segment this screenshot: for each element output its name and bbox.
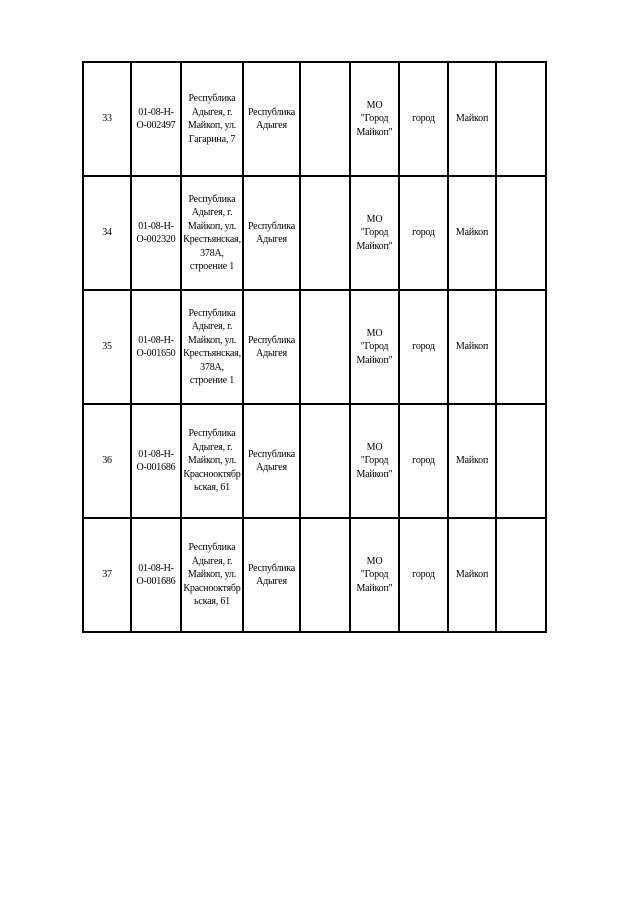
cell-row-number bbox=[83, 290, 131, 404]
cell-text-line: Крестьянская, bbox=[183, 348, 241, 359]
cell-text-line: 01-08-Н- bbox=[138, 448, 174, 460]
cell-settlement-type bbox=[399, 176, 448, 290]
cell-text-line: Майкоп, ул. bbox=[187, 220, 237, 232]
cell-address bbox=[181, 518, 243, 632]
cell-text: 37 bbox=[102, 569, 112, 581]
table-row bbox=[83, 518, 546, 632]
cell-text-line: строение 1 bbox=[189, 375, 235, 386]
cell-text-line: Республика bbox=[188, 542, 236, 554]
cell-text-line: "Город bbox=[360, 455, 389, 467]
cell-text-line: МО bbox=[366, 213, 383, 225]
table-row bbox=[83, 290, 546, 404]
cell-text-line: Майкоп, ул. bbox=[187, 334, 237, 346]
cell-text-line: МО bbox=[366, 441, 383, 453]
cell-empty bbox=[300, 404, 350, 518]
cell-text-line: "Город bbox=[360, 569, 389, 581]
cell-text-line: Майкоп" bbox=[356, 126, 393, 138]
cell-text: 33 bbox=[102, 113, 112, 125]
cell-settlement bbox=[448, 176, 496, 290]
cell-text-line: строение 1 bbox=[189, 261, 235, 272]
cell-text-line: МО bbox=[366, 555, 383, 567]
cell-text-line: Гагарина, 7 bbox=[188, 133, 236, 145]
cell-empty bbox=[300, 62, 350, 176]
cell-text-line: 01-08-Н- bbox=[138, 220, 174, 232]
cell-text-line: Адыгея bbox=[256, 462, 287, 473]
cell-empty bbox=[496, 290, 546, 404]
cell-settlement bbox=[448, 404, 496, 518]
cell-text-line: Адыгея bbox=[256, 348, 287, 359]
cell-text: город bbox=[412, 455, 435, 467]
cell-settlement bbox=[448, 518, 496, 632]
cell-text-line: 01-08-Н- bbox=[138, 334, 174, 346]
cell-text-line: Адыгея bbox=[256, 576, 287, 587]
cell-empty bbox=[496, 404, 546, 518]
cell-address bbox=[181, 176, 243, 290]
cell-address bbox=[181, 404, 243, 518]
cell-text-line: Республика bbox=[247, 106, 296, 118]
cell-text-line: Крестьянская, bbox=[183, 234, 241, 245]
cell-text-line: Краснооктябр bbox=[183, 582, 241, 594]
cell-text-line: Адыгея, г. bbox=[191, 207, 233, 218]
cell-text: город bbox=[412, 569, 435, 581]
table-row bbox=[83, 62, 546, 176]
cell-text: 35 bbox=[102, 341, 112, 353]
cell-object-code bbox=[131, 518, 181, 632]
cell-text-line: Республика bbox=[247, 448, 296, 460]
cell-text-line: Республика bbox=[188, 193, 236, 205]
cell-text: Майкоп bbox=[455, 341, 489, 353]
cell-text-line: Майкоп" bbox=[356, 354, 393, 366]
cell-text-line: ьская, 61 bbox=[194, 482, 230, 494]
registry-table bbox=[82, 61, 547, 633]
cell-row-number bbox=[83, 404, 131, 518]
table-body bbox=[83, 62, 546, 632]
cell-text-line: Майкоп, ул. bbox=[187, 455, 237, 467]
cell-text-line: 378А, bbox=[200, 247, 224, 259]
cell-text-line: МО bbox=[366, 99, 383, 111]
cell-text-line: Адыгея bbox=[256, 120, 287, 131]
cell-settlement bbox=[448, 62, 496, 176]
cell-settlement-type bbox=[399, 404, 448, 518]
cell-object-code bbox=[131, 290, 181, 404]
cell-text-line: Адыгея, г. bbox=[191, 441, 233, 453]
cell-text-line: Республика bbox=[247, 562, 296, 574]
cell-text-line: МО bbox=[366, 327, 383, 339]
cell-text-line: Адыгея, г. bbox=[191, 106, 233, 118]
cell-text-line: 01-08-Н- bbox=[138, 106, 174, 118]
cell-region bbox=[243, 176, 300, 290]
cell-text-line: Адыгея, г. bbox=[191, 555, 233, 567]
cell-region bbox=[243, 62, 300, 176]
cell-object-code bbox=[131, 62, 181, 176]
cell-text-line: 01-08-Н- bbox=[138, 562, 174, 574]
cell-text: Майкоп bbox=[455, 569, 489, 581]
cell-text-line: 378А, bbox=[200, 361, 224, 373]
cell-text: Майкоп bbox=[455, 455, 489, 467]
cell-text-line: Майкоп, ул. bbox=[187, 120, 237, 131]
cell-region bbox=[243, 404, 300, 518]
cell-text-line: "Город bbox=[360, 113, 389, 125]
cell-text-line: Майкоп, ул. bbox=[187, 569, 237, 581]
cell-municipality bbox=[350, 404, 399, 518]
cell-text-line: О-001686 bbox=[136, 576, 176, 587]
cell-text-line: Республика bbox=[188, 93, 236, 104]
cell-text-line: О-001650 bbox=[136, 348, 176, 359]
cell-text-line: Республика bbox=[188, 307, 236, 319]
cell-text-line: Майкоп" bbox=[356, 582, 393, 594]
cell-municipality bbox=[350, 518, 399, 632]
cell-municipality bbox=[350, 290, 399, 404]
cell-settlement bbox=[448, 290, 496, 404]
cell-text-line: "Город bbox=[360, 227, 389, 239]
cell-text: Майкоп bbox=[455, 113, 489, 125]
cell-text-line: О-002497 bbox=[136, 120, 176, 131]
cell-row-number bbox=[83, 176, 131, 290]
cell-text: город bbox=[412, 227, 435, 239]
cell-address bbox=[181, 290, 243, 404]
cell-text: город bbox=[412, 341, 435, 353]
cell-empty bbox=[496, 176, 546, 290]
cell-empty bbox=[496, 518, 546, 632]
cell-empty bbox=[300, 518, 350, 632]
cell-region bbox=[243, 518, 300, 632]
cell-text-line: Краснооктябр bbox=[183, 468, 241, 480]
cell-text-line: Республика bbox=[247, 220, 296, 232]
cell-text-line: Майкоп" bbox=[356, 240, 393, 252]
cell-text-line: Майкоп" bbox=[356, 468, 393, 480]
cell-object-code bbox=[131, 176, 181, 290]
cell-settlement-type bbox=[399, 62, 448, 176]
cell-row-number bbox=[83, 62, 131, 176]
cell-text: 34 bbox=[102, 227, 112, 239]
cell-text: 36 bbox=[102, 455, 112, 467]
cell-text-line: Республика bbox=[247, 334, 296, 346]
cell-text: город bbox=[412, 113, 435, 125]
cell-municipality bbox=[350, 176, 399, 290]
cell-region bbox=[243, 290, 300, 404]
cell-object-code bbox=[131, 404, 181, 518]
cell-text-line: "Город bbox=[360, 341, 389, 353]
cell-empty bbox=[300, 290, 350, 404]
cell-text-line: О-001686 bbox=[136, 462, 176, 473]
cell-municipality bbox=[350, 62, 399, 176]
table-row bbox=[83, 404, 546, 518]
cell-text-line: Республика bbox=[188, 428, 236, 440]
cell-settlement-type bbox=[399, 518, 448, 632]
cell-text: Майкоп bbox=[455, 227, 489, 239]
cell-empty bbox=[300, 176, 350, 290]
cell-text-line: Адыгея, г. bbox=[191, 321, 233, 332]
cell-settlement-type bbox=[399, 290, 448, 404]
cell-empty bbox=[496, 62, 546, 176]
cell-address bbox=[181, 62, 243, 176]
table-row bbox=[83, 176, 546, 290]
cell-text-line: Адыгея bbox=[256, 234, 287, 245]
cell-text-line: О-002320 bbox=[136, 234, 176, 245]
cell-row-number bbox=[83, 518, 131, 632]
cell-text-line: ьская, 61 bbox=[194, 596, 230, 608]
